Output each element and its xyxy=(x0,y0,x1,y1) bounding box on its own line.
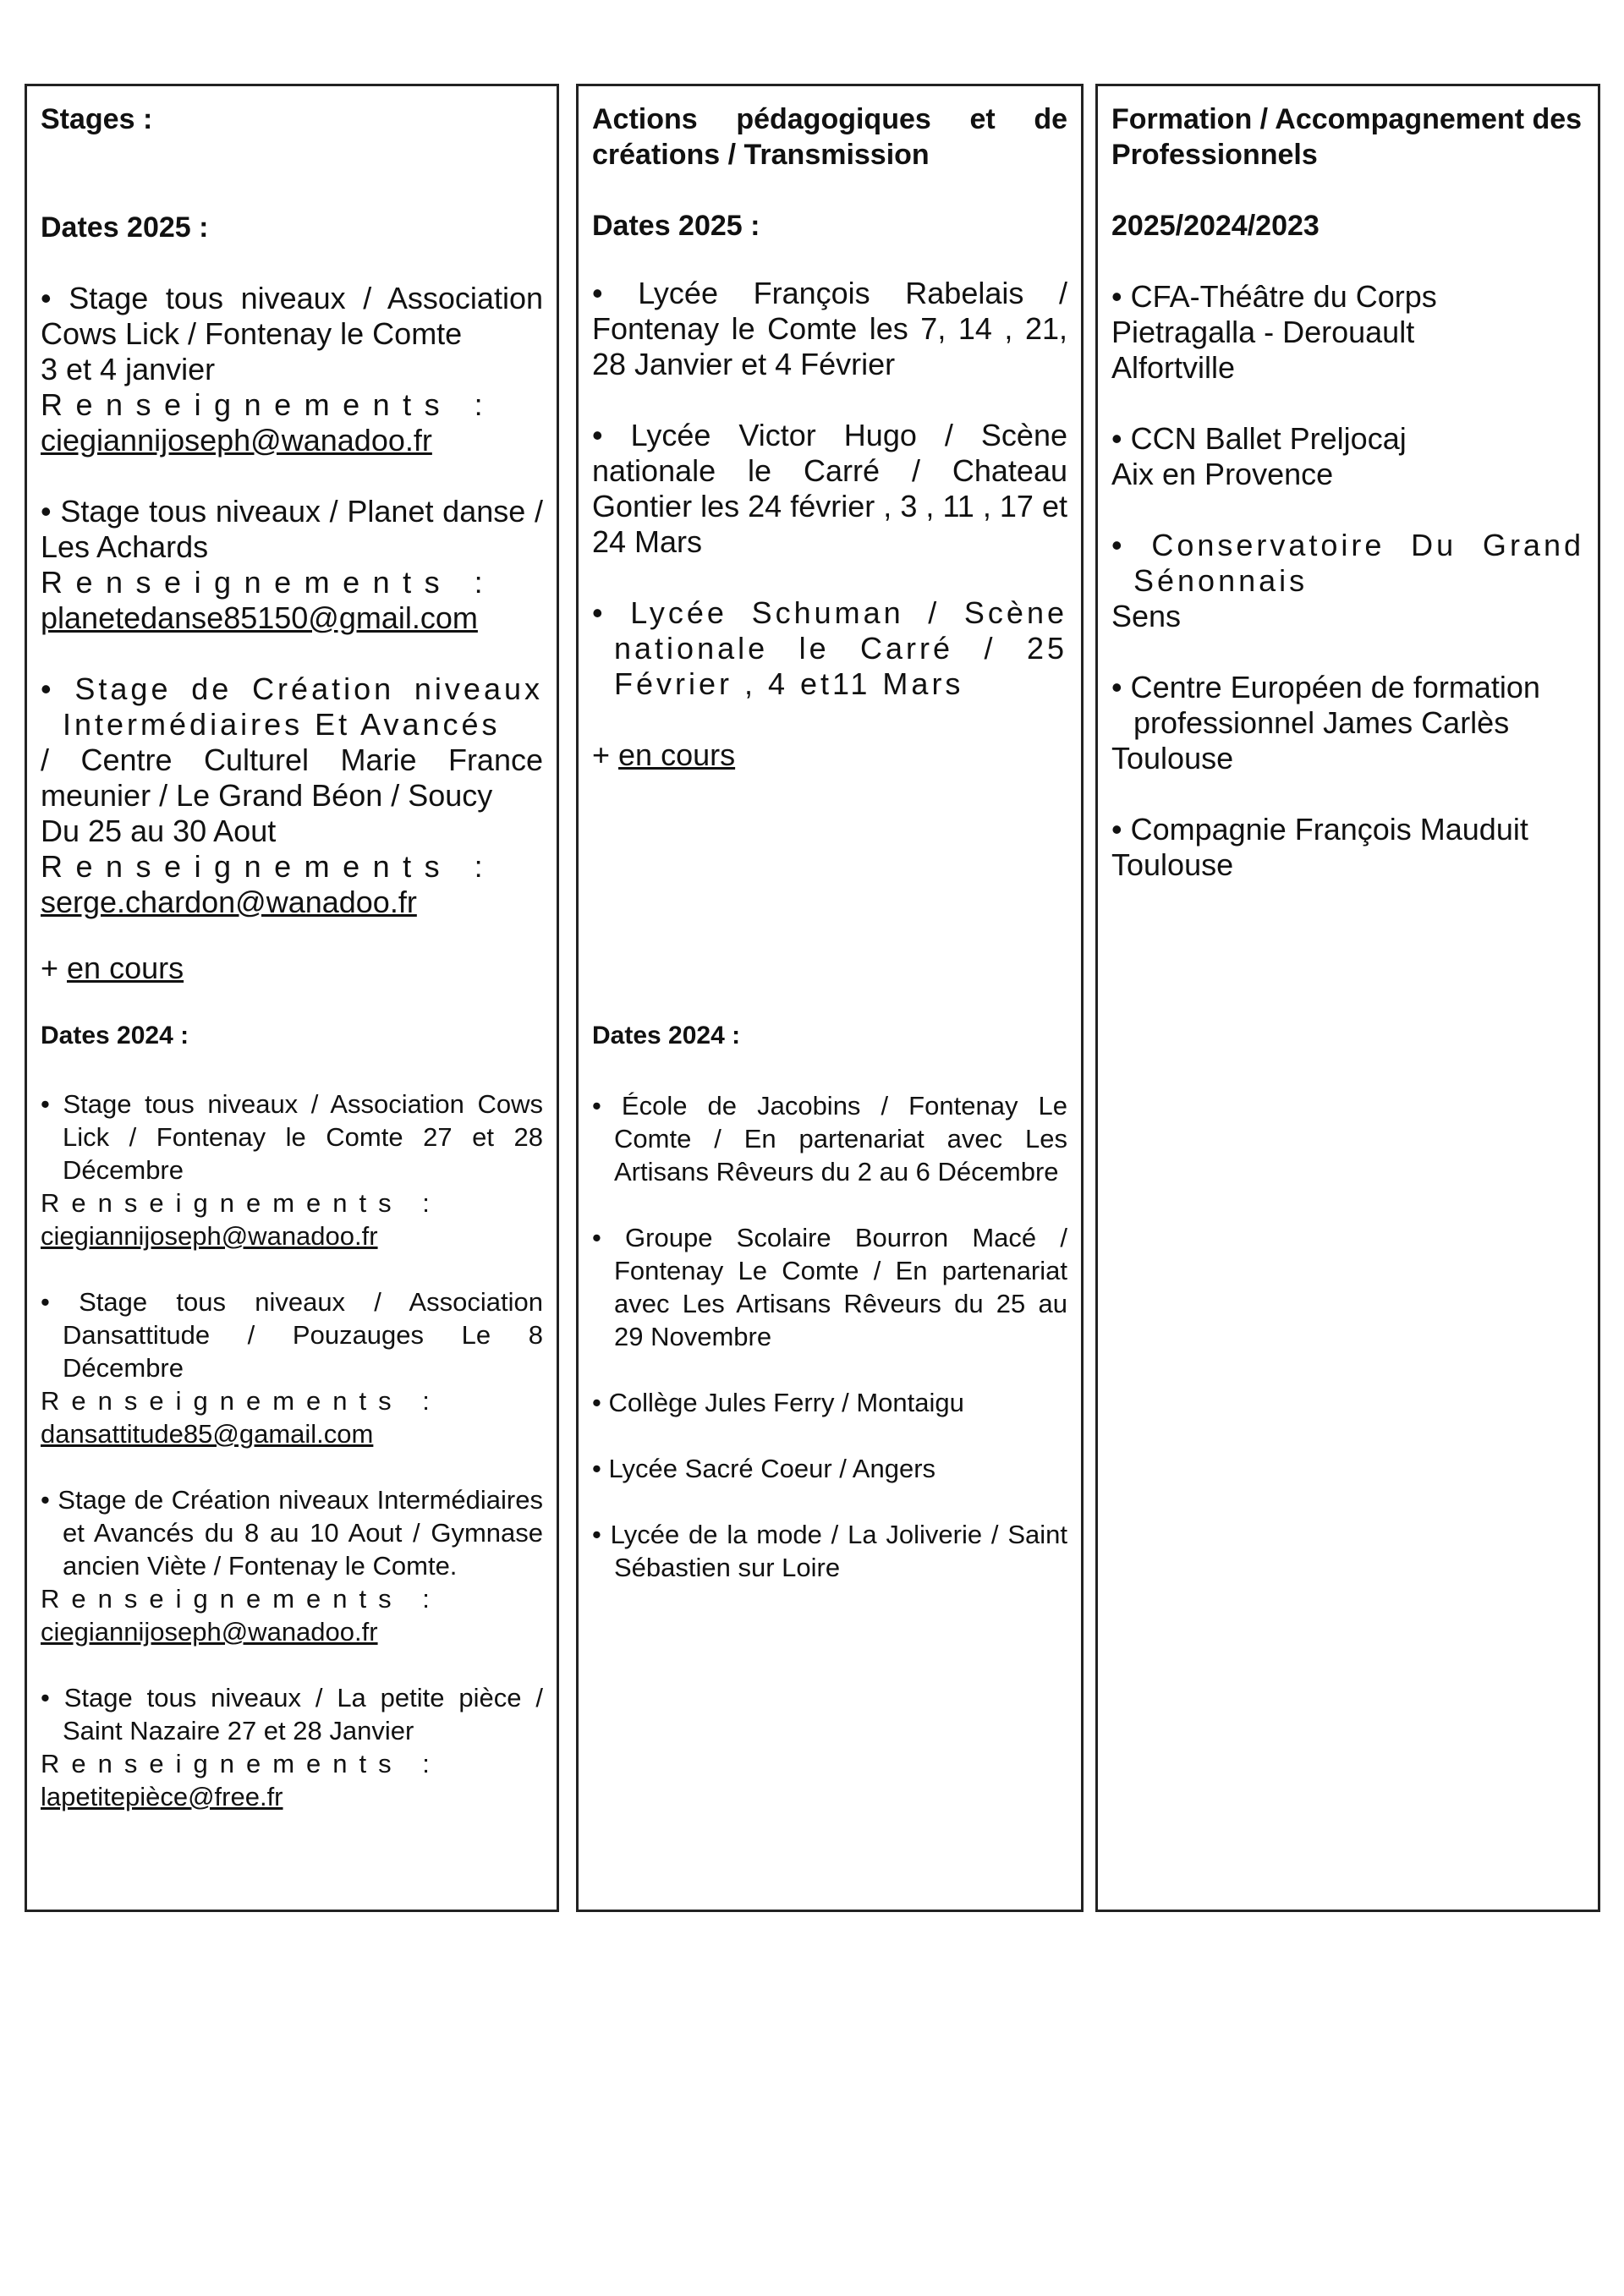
email-link[interactable]: ciegiannijoseph@wanadoo.fr xyxy=(41,423,432,458)
entry-text: • École de Jacobins / Fontenay Le Comte / En partenariat avec Les Artisans Rêveurs du 2 au 6 Décembre xyxy=(592,1091,1067,1186)
year-heading: Dates 2024 : xyxy=(41,1022,189,1049)
column-title: Actions pédagogiques et de créations / Transmission xyxy=(592,103,1067,171)
list-item xyxy=(41,671,543,920)
entry-text: • Groupe Scolaire Bourron Macé / Fontenay Le Comte / En partenariat avec Les Artisans Rêveurs du 25 au 29 Novembre xyxy=(592,1223,1067,1351)
list-item xyxy=(41,494,543,636)
column-stages xyxy=(25,84,559,1912)
entry-date: 3 et 4 janvier xyxy=(41,352,216,386)
email-link[interactable]: serge.chardon@wanadoo.fr xyxy=(41,885,417,919)
list-item xyxy=(41,1285,543,1450)
list-item xyxy=(41,281,543,458)
entry-text: • Conservatoire Du Grand Sénonnais xyxy=(1111,528,1584,598)
entry-text: • CCN Ballet Preljocaj xyxy=(1111,421,1407,456)
entry-text: • Stage tous niveaux / La petite pièce / Saint Nazaire 27 et 28 Janvier xyxy=(41,1683,543,1745)
column-formation xyxy=(1095,84,1600,1912)
more-label: en cours xyxy=(618,737,736,772)
list-item xyxy=(1111,279,1584,386)
year-heading: 2025/2024/2023 xyxy=(1111,210,1320,242)
email-link[interactable]: lapetitepièce@free.fr xyxy=(41,1782,283,1811)
year-heading: Dates 2025 : xyxy=(41,211,209,244)
plus-icon: + xyxy=(41,951,68,985)
entry-text: • Collège Jules Ferry / Montaigu xyxy=(592,1388,964,1417)
entry-text: • Centre Européen de formation professionnel James Carlès xyxy=(1111,670,1540,740)
more-link[interactable] xyxy=(592,737,1067,773)
list-item xyxy=(592,1386,1067,1419)
column-title: Stages : xyxy=(41,103,153,135)
entry-text: / Centre Culturel Marie France meunier / Le Grand Béon / Soucy xyxy=(41,743,543,813)
list-item xyxy=(1111,528,1584,634)
info-label: Renseignements : xyxy=(41,849,497,884)
list-item xyxy=(592,1089,1067,1188)
column-actions xyxy=(576,84,1084,1912)
list-item xyxy=(592,1518,1067,1584)
entry-place: Sens xyxy=(1111,599,1182,633)
list-item xyxy=(41,1483,543,1648)
more-label: en cours xyxy=(67,951,184,985)
list-item xyxy=(592,1221,1067,1353)
list-item xyxy=(1111,812,1584,883)
list-item xyxy=(41,1681,543,1813)
entry-text: • Stage de Création niveaux Intermédiaires et Avancés du 8 au 10 Aout / Gymnase ancien Viète / Fontenay le Comte. xyxy=(41,1485,543,1581)
info-label: Renseignements : xyxy=(41,565,497,600)
entry-text: • Lycée Schuman / Scène nationale le Carré / 25 Février , 4 et11 Mars xyxy=(592,595,1067,701)
entry-text: • Compagnie François Mauduit xyxy=(1111,812,1528,847)
entry-text: • Stage tous niveaux / Association Dansattitude / Pouzauges Le 8 Décembre xyxy=(41,1287,543,1383)
plus-icon: + xyxy=(592,737,619,772)
info-label: Renseignements : xyxy=(41,1188,442,1218)
list-item xyxy=(1111,421,1584,492)
email-link[interactable]: dansattitude85@gamail.com xyxy=(41,1419,374,1449)
entry-text: • Stage tous niveaux / Association Cows Lick / Fontenay le Comte xyxy=(41,281,543,351)
email-link[interactable]: ciegiannijoseph@wanadoo.fr xyxy=(41,1221,378,1251)
list-item xyxy=(592,276,1067,382)
entry-place: Toulouse xyxy=(1111,741,1234,775)
entry-text: • Stage de Création niveaux Intermédiaires Et Avancés xyxy=(41,671,543,742)
entry-place: Aix en Provence xyxy=(1111,457,1334,491)
entry-text: • Lycée François Rabelais / Fontenay le Comte les 7, 14 , 21, 28 Janvier et 4 Février xyxy=(592,276,1067,381)
list-item xyxy=(592,1452,1067,1485)
year-heading: Dates 2025 : xyxy=(592,210,760,242)
list-item xyxy=(592,595,1067,702)
info-label: Renseignements : xyxy=(41,387,497,422)
year-heading: Dates 2024 : xyxy=(592,1022,741,1049)
email-link[interactable]: planetedanse85150@gmail.com xyxy=(41,600,478,635)
entry-text: • Lycée Sacré Coeur / Angers xyxy=(592,1454,936,1483)
more-link[interactable] xyxy=(41,951,543,986)
entry-text: • Lycée de la mode / La Joliverie / Saint Sébastien sur Loire xyxy=(592,1520,1067,1582)
info-label: Renseignements : xyxy=(41,1386,442,1416)
entry-place: Alfortville xyxy=(1111,350,1236,385)
info-label: Renseignements : xyxy=(41,1749,442,1778)
column-title: Formation / Accompagnement des Professionnels xyxy=(1111,103,1583,171)
entry-text: • Stage tous niveaux / Planet danse / Les Achards xyxy=(41,494,543,564)
list-item xyxy=(1111,670,1584,776)
info-label: Renseignements : xyxy=(41,1584,442,1614)
list-item xyxy=(41,1088,543,1252)
entry-place: Toulouse xyxy=(1111,847,1234,882)
email-link[interactable]: ciegiannijoseph@wanadoo.fr xyxy=(41,1617,378,1647)
entry-text: • Stage tous niveaux / Association Cows Lick / Fontenay le Comte 27 et 28 Décembre xyxy=(41,1089,543,1185)
entry-date: Du 25 au 30 Aout xyxy=(41,814,277,848)
entry-text: • CFA-Théâtre du Corps Pietragalla - Derouault xyxy=(1111,279,1437,349)
entry-text: • Lycée Victor Hugo / Scène nationale le Carré / Chateau Gontier les 24 février , 3 , 11 , 17 et 24 Mars xyxy=(592,418,1067,559)
list-item xyxy=(592,418,1067,560)
